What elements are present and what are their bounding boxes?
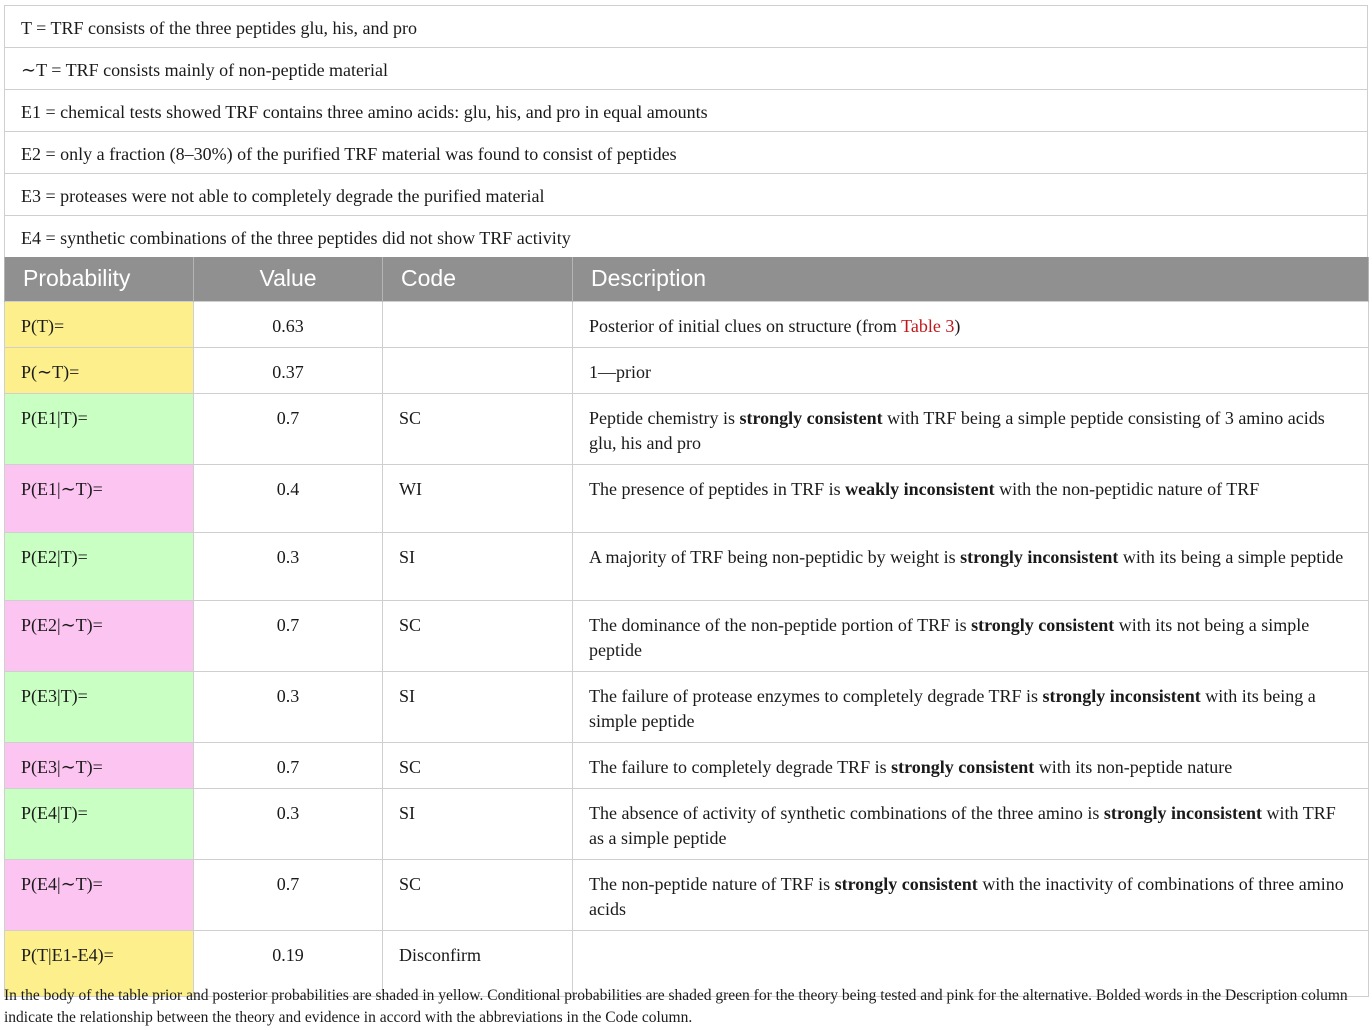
- description-text: A majority of TRF being non-peptidic by weight is: [589, 546, 961, 567]
- probability-cell: P(T|E1-E4)=: [5, 930, 194, 996]
- definitions-block: [4, 5, 1368, 257]
- description-cell: [573, 393, 1369, 464]
- description-text: Peptide chemistry is: [589, 407, 740, 428]
- relationship-keyword: strongly inconsistent: [1103, 802, 1263, 823]
- table-footnote: In the body of the table prior and posterior probabilities are shaded in yellow. Conditional probabilities are shaded green for the theory being tested and pink for the alternative. Bolded words in the Description column indicate the relationship between the theory and evidence in accord with the abbreviations in the Code column.: [4, 987, 1348, 1026]
- value-cell: 0.4: [194, 464, 383, 532]
- table-header-row: [5, 257, 1369, 301]
- header-probability: Probability: [5, 257, 194, 301]
- code-cell: SC: [383, 742, 573, 788]
- description-text: Posterior of initial clues on structure (from: [589, 315, 902, 336]
- relationship-keyword: strongly consistent: [971, 614, 1115, 635]
- relationship-keyword: weakly inconsistent: [845, 478, 995, 499]
- definition-e3: E3 = proteases were not able to completely degrade the purified material: [5, 174, 1367, 216]
- description-cell: [573, 600, 1369, 671]
- probability-cell: P(E3|∼T)=: [5, 742, 194, 788]
- probability-table: [4, 257, 1369, 997]
- description-cell: [573, 301, 1369, 347]
- definition-e2: E2 = only a fraction (8–30%) of the purified TRF material was found to consist of peptides: [5, 132, 1367, 174]
- probability-cell: P(E2|∼T)=: [5, 600, 194, 671]
- value-cell: 0.37: [194, 347, 383, 393]
- code-cell: SC: [383, 859, 573, 930]
- header-description: Description: [573, 257, 1369, 301]
- table-reference-link[interactable]: Table 3: [901, 315, 955, 336]
- table-row: [5, 600, 1369, 671]
- table-row: [5, 393, 1369, 464]
- value-cell: 0.3: [194, 788, 383, 859]
- value-cell: 0.19: [194, 930, 383, 996]
- probability-cell: P(E2|T)=: [5, 532, 194, 600]
- code-cell: [383, 347, 573, 393]
- relationship-keyword: strongly consistent: [739, 407, 883, 428]
- code-cell: SI: [383, 671, 573, 742]
- description-cell: [573, 742, 1369, 788]
- description-text: The absence of activity of synthetic combinations of the three amino is: [589, 802, 1104, 823]
- description-cell: [573, 347, 1369, 393]
- probability-cell: P(∼T)=: [5, 347, 194, 393]
- description-text: with its non-peptide nature: [1034, 756, 1233, 777]
- definition-e4: E4 = synthetic combinations of the three peptides did not show TRF activity: [21, 228, 571, 248]
- definition-t: T = TRF consists of the three peptides glu, his, and pro: [5, 6, 1367, 48]
- value-cell: 0.3: [194, 532, 383, 600]
- description-text: 1—prior: [589, 361, 651, 382]
- relationship-keyword: strongly consistent: [891, 756, 1035, 777]
- header-value: Value: [194, 257, 383, 301]
- probability-cell: P(E1|∼T)=: [5, 464, 194, 532]
- table-container: [4, 5, 1368, 997]
- description-cell: [573, 859, 1369, 930]
- relationship-keyword: strongly consistent: [834, 873, 978, 894]
- code-cell: SC: [383, 393, 573, 464]
- value-cell: 0.7: [194, 393, 383, 464]
- code-cell: [383, 301, 573, 347]
- description-text: with its not being a simple peptide: [589, 614, 1310, 660]
- description-text: with the inactivity of combinations of three amino acids: [589, 873, 1344, 919]
- probability-cell: P(E1|T)=: [5, 393, 194, 464]
- code-cell: WI: [383, 464, 573, 532]
- probability-cell: P(E4|T)=: [5, 788, 194, 859]
- value-cell: 0.3: [194, 671, 383, 742]
- description-cell: [573, 671, 1369, 742]
- description-text: ): [954, 315, 961, 336]
- description-text: with TRF being a simple peptide consisting of 3 amino acids glu, his and pro: [589, 407, 1325, 453]
- table-row: [5, 301, 1369, 347]
- value-cell: 0.7: [194, 742, 383, 788]
- description-text: The non-peptide nature of TRF is: [589, 873, 835, 894]
- table-row: [5, 742, 1369, 788]
- code-cell: SI: [383, 788, 573, 859]
- description-text: with TRF as a simple peptide: [589, 802, 1336, 848]
- description-text: The presence of peptides in TRF is: [589, 478, 846, 499]
- header-code: Code: [383, 257, 573, 301]
- description-cell: [573, 464, 1369, 532]
- probability-cell: P(T)=: [5, 301, 194, 347]
- code-cell: SI: [383, 532, 573, 600]
- description-cell: [573, 788, 1369, 859]
- description-text: The failure to completely degrade TRF is: [589, 756, 892, 777]
- relationship-keyword: strongly inconsistent: [1042, 685, 1201, 706]
- probability-cell: P(E4|∼T)=: [5, 859, 194, 930]
- description-text: The failure of protease enzymes to completely degrade TRF is: [589, 685, 1043, 706]
- table-row: [5, 532, 1369, 600]
- description-text: with its being a simple peptide: [589, 685, 1316, 731]
- description-text: The dominance of the non-peptide portion of TRF is: [589, 614, 972, 635]
- code-cell: Disconfirm: [383, 930, 573, 996]
- table-row: [5, 347, 1369, 393]
- table-row: [5, 859, 1369, 930]
- table-row: [5, 671, 1369, 742]
- definition-not-t: ∼T = TRF consists mainly of non-peptide material: [5, 48, 1367, 90]
- relationship-keyword: strongly inconsistent: [960, 546, 1119, 567]
- description-cell: [573, 532, 1369, 600]
- table-row: [5, 788, 1369, 859]
- description-text: with the non-peptidic nature of TRF: [994, 478, 1260, 499]
- table-row: [5, 464, 1369, 532]
- value-cell: 0.7: [194, 600, 383, 671]
- value-cell: 0.63: [194, 301, 383, 347]
- description-text: with its being a simple peptide: [1118, 546, 1344, 567]
- value-cell: 0.7: [194, 859, 383, 930]
- definition-e1: E1 = chemical tests showed TRF contains three amino acids: glu, his, and pro in equal amounts: [5, 90, 1367, 132]
- probability-cell: P(E3|T)=: [5, 671, 194, 742]
- code-cell: SC: [383, 600, 573, 671]
